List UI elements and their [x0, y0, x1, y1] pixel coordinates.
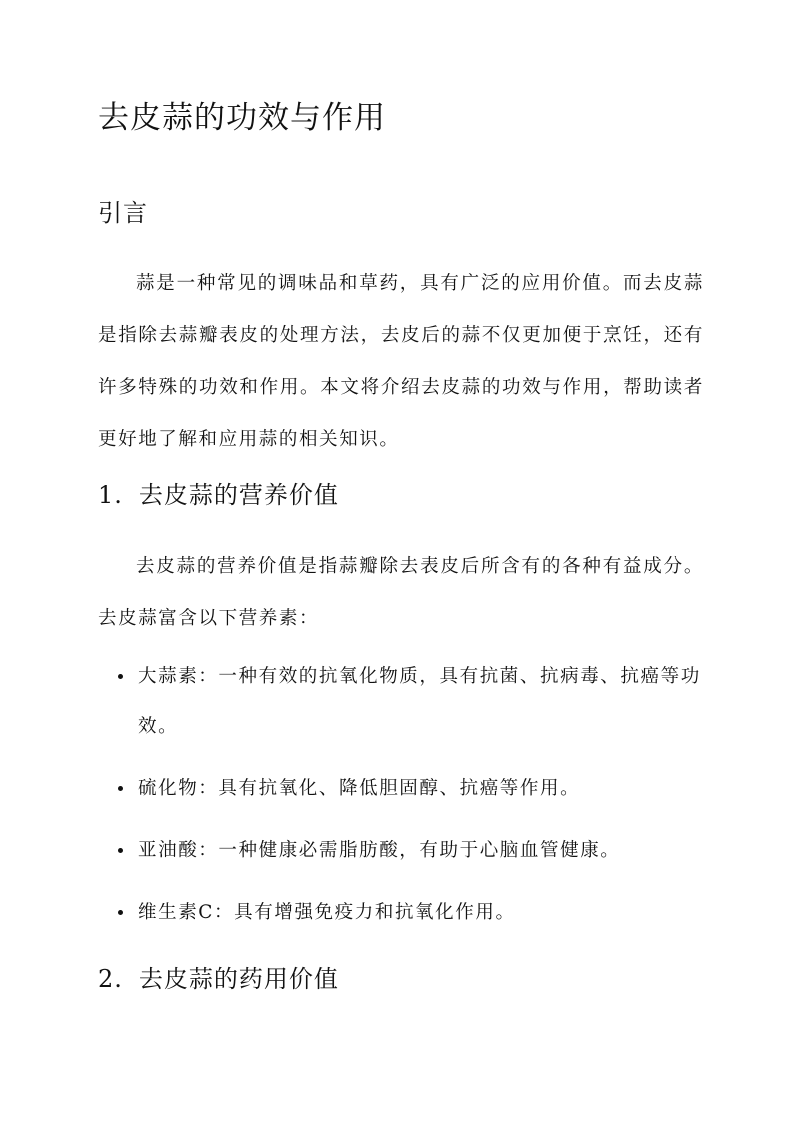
section-2-heading	[98, 962, 339, 996]
list-item	[98, 888, 704, 938]
bullet-icon	[118, 910, 123, 915]
bullet-icon	[118, 786, 123, 791]
section-1-title: 去皮蒜的营养价值	[138, 481, 339, 509]
section-1-number: 1.	[98, 481, 123, 509]
list-item	[98, 826, 704, 876]
page-title: 去皮蒜的功效与作用	[98, 100, 386, 136]
bullet-icon	[118, 674, 123, 679]
section-1-paragraph: 去皮蒜的营养价值是指蒜瓣除去表皮后所含有的各种有益成分。去皮蒜富含以下营养素：	[98, 556, 704, 629]
section-1-heading	[98, 478, 339, 512]
bullet-icon	[118, 848, 123, 853]
list-item-text: 硫化物：具有抗氧化、降低胆固醇、抗癌等作用。	[138, 778, 581, 799]
list-item	[98, 652, 704, 752]
intro-heading: 引言	[98, 199, 148, 227]
section-2-number: 2.	[98, 965, 123, 993]
list-item-text: 维生素C：具有增强免疫力和抗氧化作用。	[138, 902, 516, 923]
nutrient-list	[98, 652, 704, 950]
list-item-text: 亚油酸：一种健康必需脂肪酸，有助于心脑血管健康。	[138, 840, 621, 861]
list-item	[98, 764, 704, 814]
section-2-title: 去皮蒜的药用价值	[138, 965, 339, 993]
list-item-text: 大蒜素：一种有效的抗氧化物质，具有抗菌、抗病毒、抗癌等功效。	[138, 666, 701, 737]
intro-paragraph: 蒜是一种常见的调味品和草药，具有广泛的应用价值。而去皮蒜是指除去蒜瓣表皮的处理方法，去皮后的蒜不仅更加便于烹饪，还有许多特殊的功效和作用。本文将介绍去皮蒜的功效与作用，帮助读者更好地了解和应用蒜的相关知识。	[98, 273, 704, 450]
